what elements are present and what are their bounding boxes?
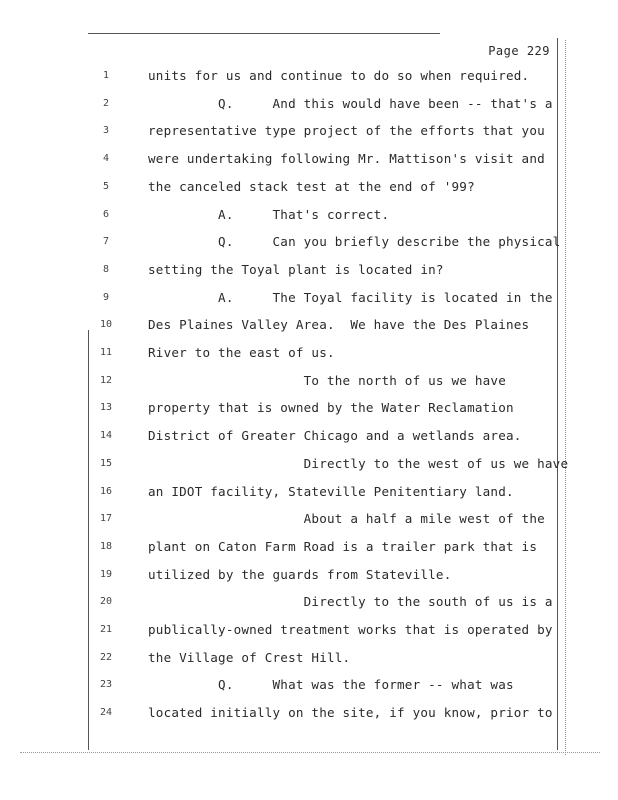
- line-number: 23: [99, 679, 113, 690]
- line-number: 11: [99, 347, 113, 358]
- line-number: 19: [99, 569, 113, 580]
- top-rule: [88, 33, 440, 34]
- transcript-line: Q. Can you briefly describe the physical: [148, 234, 561, 249]
- transcript-line: To the north of us we have: [148, 373, 506, 388]
- transcript-line: located initially on the site, if you know, prior to: [148, 705, 553, 720]
- footer-rule: [20, 752, 600, 753]
- transcript-line: About a half a mile west of the: [148, 511, 545, 526]
- line-number: 16: [99, 486, 113, 497]
- transcript-line: representative type project of the efforts that you: [148, 123, 545, 138]
- line-number: 18: [99, 541, 113, 552]
- transcript-line: publically-owned treatment works that is operated by: [148, 622, 553, 637]
- line-number: 5: [102, 181, 110, 192]
- line-number: 3: [102, 125, 110, 136]
- transcript-line: utilized by the guards from Stateville.: [148, 567, 452, 582]
- line-number: 17: [99, 513, 113, 524]
- line-number: 20: [99, 596, 113, 607]
- transcript-line: Q. What was the former -- what was: [148, 677, 514, 692]
- transcript-line: the Village of Crest Hill.: [148, 650, 351, 665]
- line-number: 8: [102, 264, 110, 275]
- line-number: 10: [99, 319, 113, 330]
- line-number: 22: [99, 652, 113, 663]
- line-number: 13: [99, 402, 113, 413]
- transcript-line: A. That's correct.: [148, 207, 390, 222]
- transcript-line: Des Plaines Valley Area. We have the Des Plaines: [148, 317, 530, 332]
- transcript-line: setting the Toyal plant is located in?: [148, 262, 444, 277]
- transcript-line: an IDOT facility, Stateville Penitentiary land.: [148, 484, 514, 499]
- transcript-line: property that is owned by the Water Reclamation: [148, 400, 514, 415]
- left-margin-rule: [88, 330, 89, 750]
- line-number: 6: [102, 209, 110, 220]
- transcript-line: Directly to the west of us we have: [148, 456, 569, 471]
- transcript-line: were undertaking following Mr. Mattison's visit and: [148, 151, 545, 166]
- line-number: 2: [102, 98, 110, 109]
- transcript-line: River to the east of us.: [148, 345, 335, 360]
- line-number: 9: [102, 292, 110, 303]
- line-number: 21: [99, 624, 113, 635]
- line-number: 12: [99, 375, 113, 386]
- line-number: 24: [99, 707, 113, 718]
- transcript-line: Q. And this would have been -- that's a: [148, 96, 553, 111]
- line-number: 4: [102, 153, 110, 164]
- page-number: Page 229: [488, 44, 550, 58]
- line-number: 1: [102, 70, 110, 81]
- transcript-line: plant on Caton Farm Road is a trailer park that is: [148, 539, 538, 554]
- transcript-line: Directly to the south of us is a: [148, 594, 553, 609]
- line-number: 15: [99, 458, 113, 469]
- transcript-line: District of Greater Chicago and a wetlands area.: [148, 428, 522, 443]
- right-margin-dotted-rule: [565, 40, 566, 755]
- transcript-line: A. The Toyal facility is located in the: [148, 290, 553, 305]
- line-number: 14: [99, 430, 113, 441]
- line-number: 7: [102, 236, 110, 247]
- transcript-line: units for us and continue to do so when required.: [148, 68, 530, 83]
- transcript-line: the canceled stack test at the end of '99?: [148, 179, 475, 194]
- right-margin-rule: [557, 38, 558, 750]
